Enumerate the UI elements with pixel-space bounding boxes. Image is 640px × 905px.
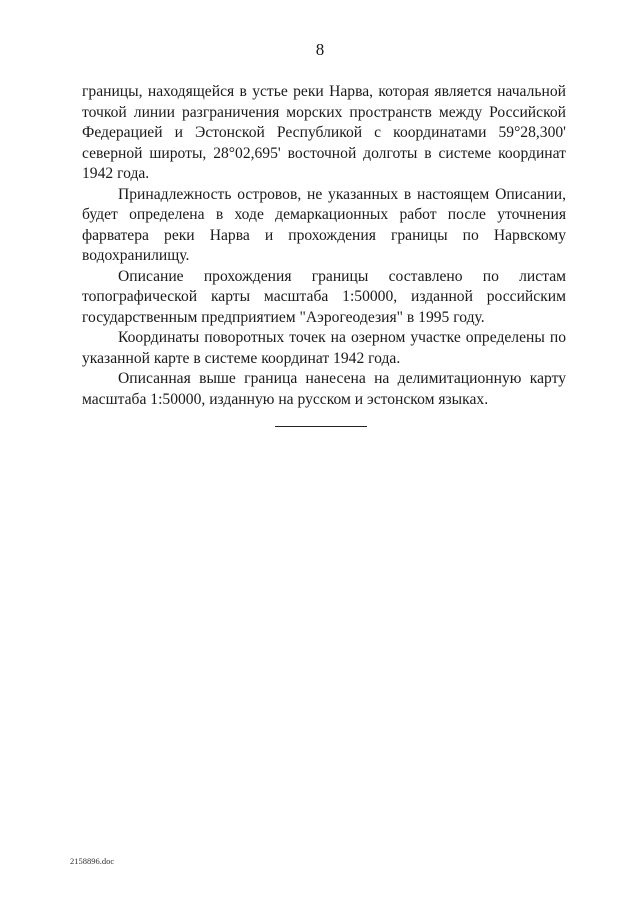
page-number: 8 xyxy=(315,40,325,59)
document-body xyxy=(82,82,566,410)
end-divider-line xyxy=(275,426,367,427)
paragraph-coordinates: Координаты поворотных точек на озерном участке определены по указанной карте в системе координат 1942 года. xyxy=(82,329,566,367)
paragraph-delimitation-map: Описанная выше граница нанесена на делимитационную карту масштаба 1:50000, изданную на русском и эстонском языках. xyxy=(82,370,566,408)
paragraph-islands: Принадлежность островов, не указанных в настоящем Описании, будет определена в ходе демаркационных работ после уточнения фарватера реки Нарва и прохождения границы по Нарвскому водохранилищу. xyxy=(82,185,566,264)
paragraph-border-continuation: границы, находящейся в устье реки Нарва, которая является начальной точкой линии разграничения морских пространств между Российской Федерацией и Эстонской Республикой с координатами 59°28,300' северной широты, 28°02,695' восточной долготы в системе координат 1942 года. xyxy=(82,83,566,182)
footer-document-code: 2158896.doc xyxy=(70,856,115,866)
paragraph-map-sheets: Описание прохождения границы составлено по листам топографической карты масштаба 1:50000, изданной российским государственным предприятием "Аэрогеодезия" в 1995 году. xyxy=(82,267,566,326)
